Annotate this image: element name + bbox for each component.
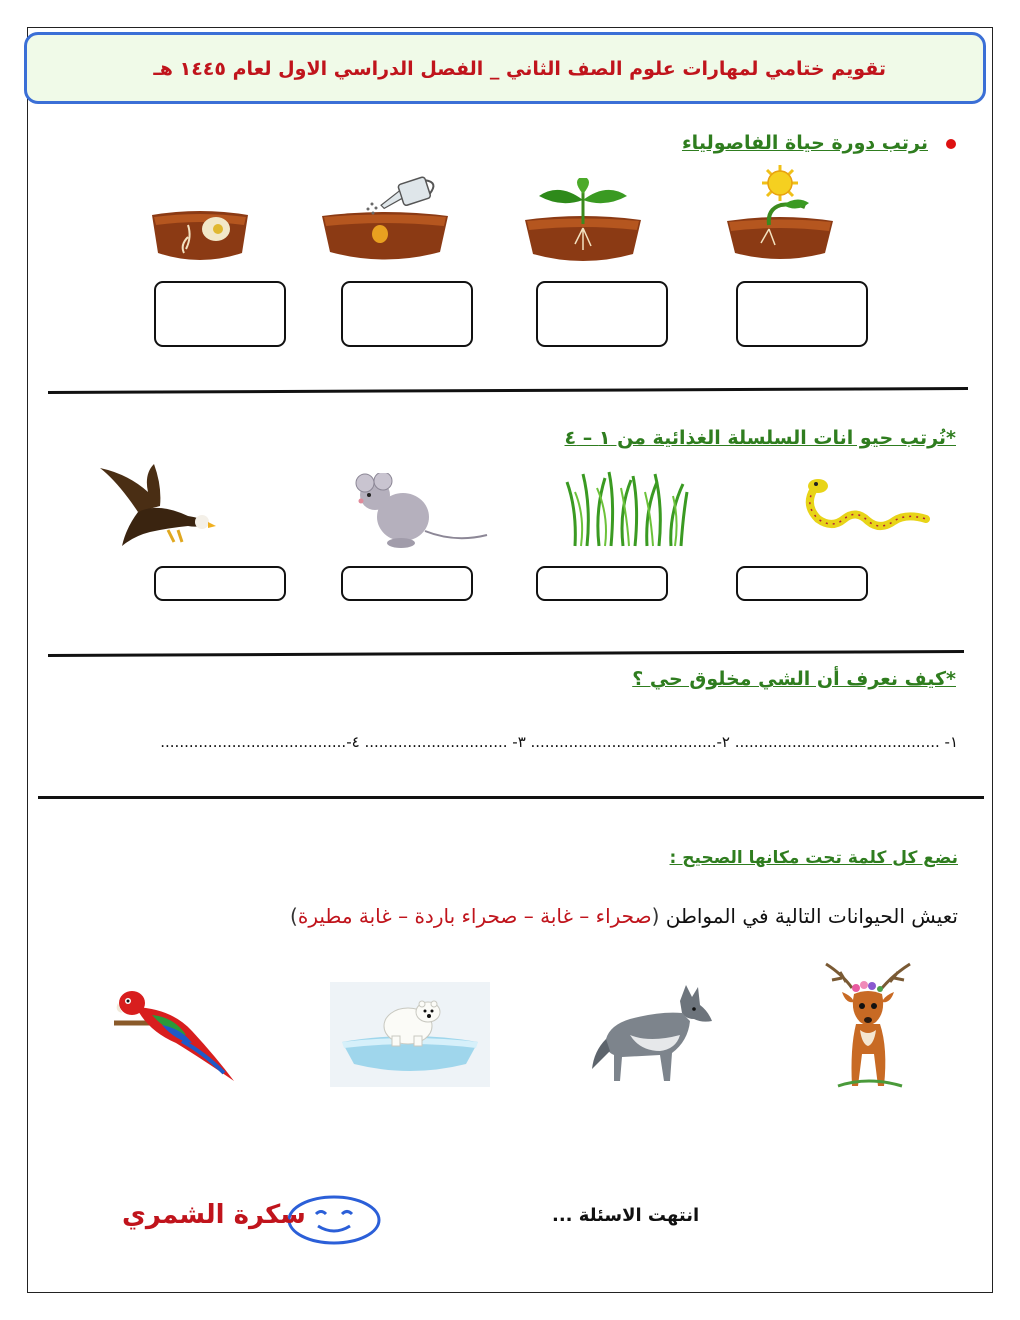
watering-seed-image (320, 172, 450, 267)
wolf-image (590, 985, 715, 1085)
q1-answer-box-4[interactable] (154, 281, 286, 347)
q3-answer-lines[interactable]: ١- ........................................... ٢-....................................... ٣- .............................. ٤-....................................... (160, 733, 958, 751)
sprout-under-sun-image (725, 165, 835, 265)
page-title: تقويم ختامي لمهارات علوم الصف الثاني _ الفصل الدراسي الاول لعام ١٤٤٥ هـ (153, 58, 886, 80)
close-paren: ) (290, 904, 298, 928)
q2-answer-box-3[interactable] (341, 566, 473, 601)
q3-title: *كيف نعرف أن الشي مخلوق حي ؟ (632, 668, 956, 690)
q1-answer-box-3[interactable] (341, 281, 473, 347)
eagle-image (98, 462, 218, 552)
deer-image (812, 958, 927, 1090)
parrot-image (112, 985, 237, 1085)
q4-sentence (290, 904, 958, 928)
snake-image (800, 475, 930, 535)
q1-answer-box-1[interactable] (736, 281, 868, 347)
bullet-icon (946, 139, 956, 149)
q2-answer-box-2[interactable] (536, 566, 668, 601)
q2-title: *نُرتب حيو انات السلسلة الغذائية من ١ – ٤ (564, 427, 956, 449)
divider-3 (38, 796, 984, 799)
end-of-questions: انتهت الاسئلة ... (552, 1205, 700, 1226)
q2-answer-box-1[interactable] (736, 566, 868, 601)
habitat-options: صحراء – غابة – صحراء باردة – غابة مطيرة (297, 904, 652, 928)
q1-answer-box-2[interactable] (536, 281, 668, 347)
q2-answer-box-4[interactable] (154, 566, 286, 601)
polar-bear-image (330, 982, 490, 1087)
mouse-image (345, 473, 490, 553)
q4-sentence-text: تعيش الحيوانات التالية في المواطن (665, 904, 958, 928)
grass-image (565, 470, 690, 548)
open-paren: ( (651, 904, 660, 928)
q4-title: نضع كل كلمة تحت مكانها الصحيح : (669, 848, 958, 868)
seed-in-soil-image (150, 205, 250, 267)
q1-title: نرتب دورة حياة الفاصولياء (681, 132, 928, 154)
teacher-signature: سكرة الشمري (122, 1200, 306, 1230)
bean-seedling-image (523, 178, 643, 268)
